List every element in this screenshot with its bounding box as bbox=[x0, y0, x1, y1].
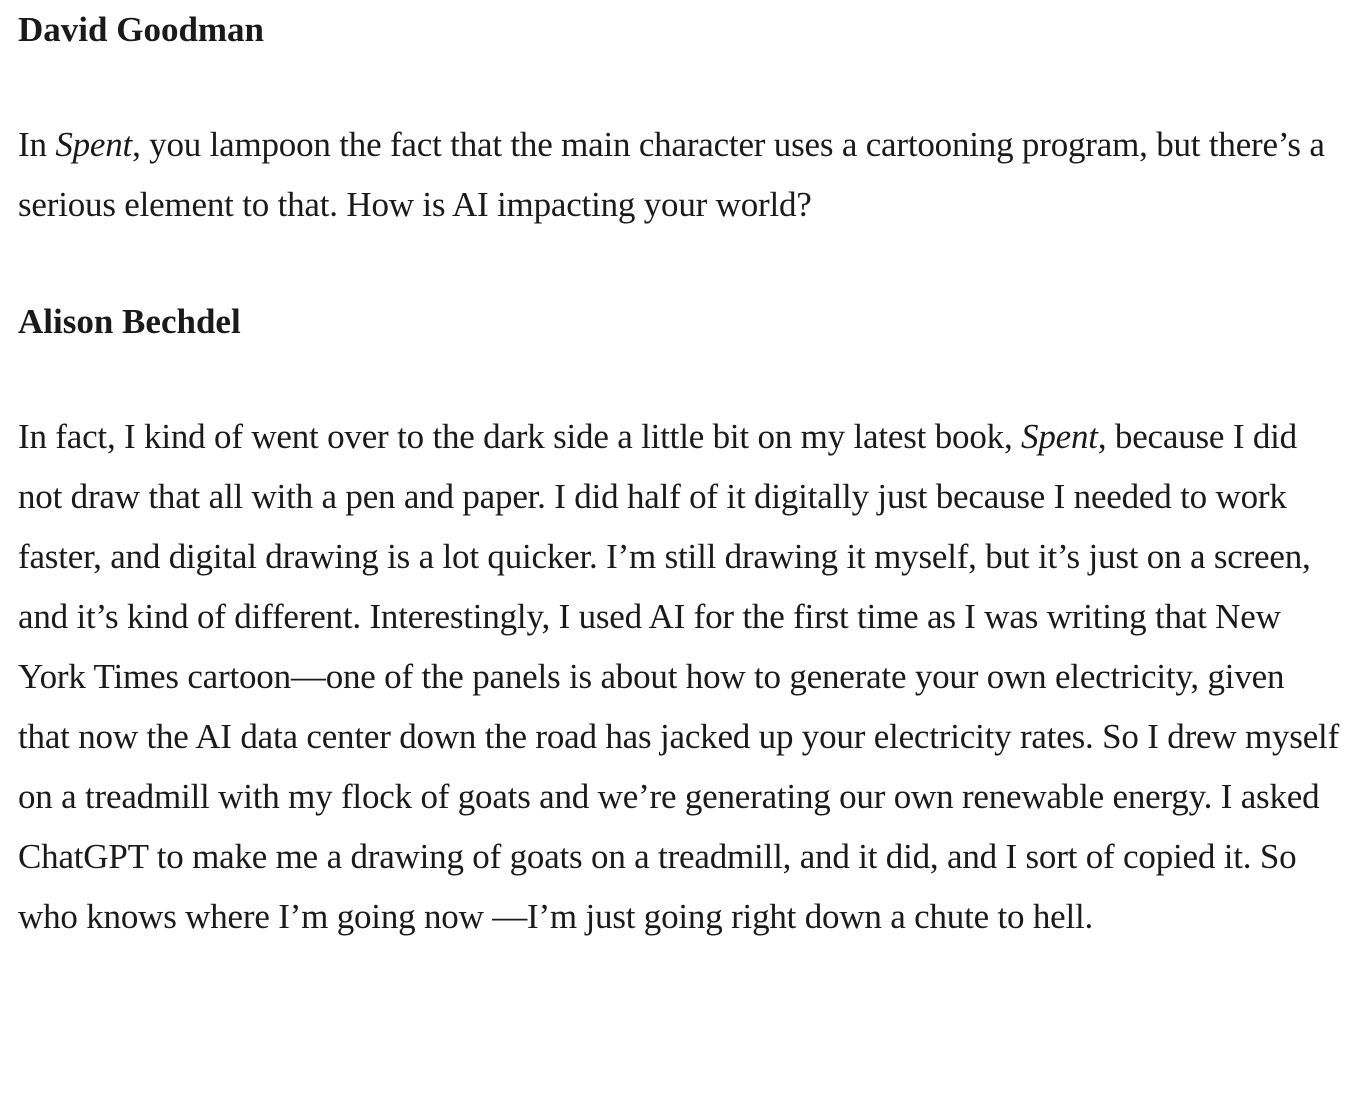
answer-text-start: In fact, I kind of went over to the dark side a little bit on my latest book, bbox=[18, 417, 1022, 456]
question-text-end: , you lampoon the fact that the main character uses a cartooning program, but there’s a serious element to that. How is AI impacting your world? bbox=[18, 125, 1325, 224]
book-title: Spent bbox=[1021, 417, 1098, 456]
answer-text-end: , because I did not draw that all with a pen and paper. I did half of it digitally just because I needed to work faster, and digital drawing is a lot quicker. I’m still drawing it myself, but it’s just on a screen, and it’s kind of different. Interestingly, I used AI for the first time as I was writing that New York Times cartoon—one of the panels is about how to generate your own electricity, given that now the AI data center down the road has jacked up your electricity rates. So I drew myself on a treadmill with my flock of goats and we’re generating our own renewable energy. I asked ChatGPT to make me a drawing of goats on a treadmill, and it did, and I sort of copied it. So who knows where I’m going now —I’m just going right down a chute to hell. bbox=[18, 417, 1340, 936]
book-title: Spent bbox=[55, 125, 133, 164]
speaker-name-interviewer: David Goodman bbox=[18, 10, 265, 49]
answer-paragraph bbox=[18, 407, 1340, 947]
question-paragraph bbox=[18, 115, 1340, 235]
question-text-start: In bbox=[18, 125, 56, 164]
speaker-name-interviewee: Alison Bechdel bbox=[18, 302, 241, 341]
